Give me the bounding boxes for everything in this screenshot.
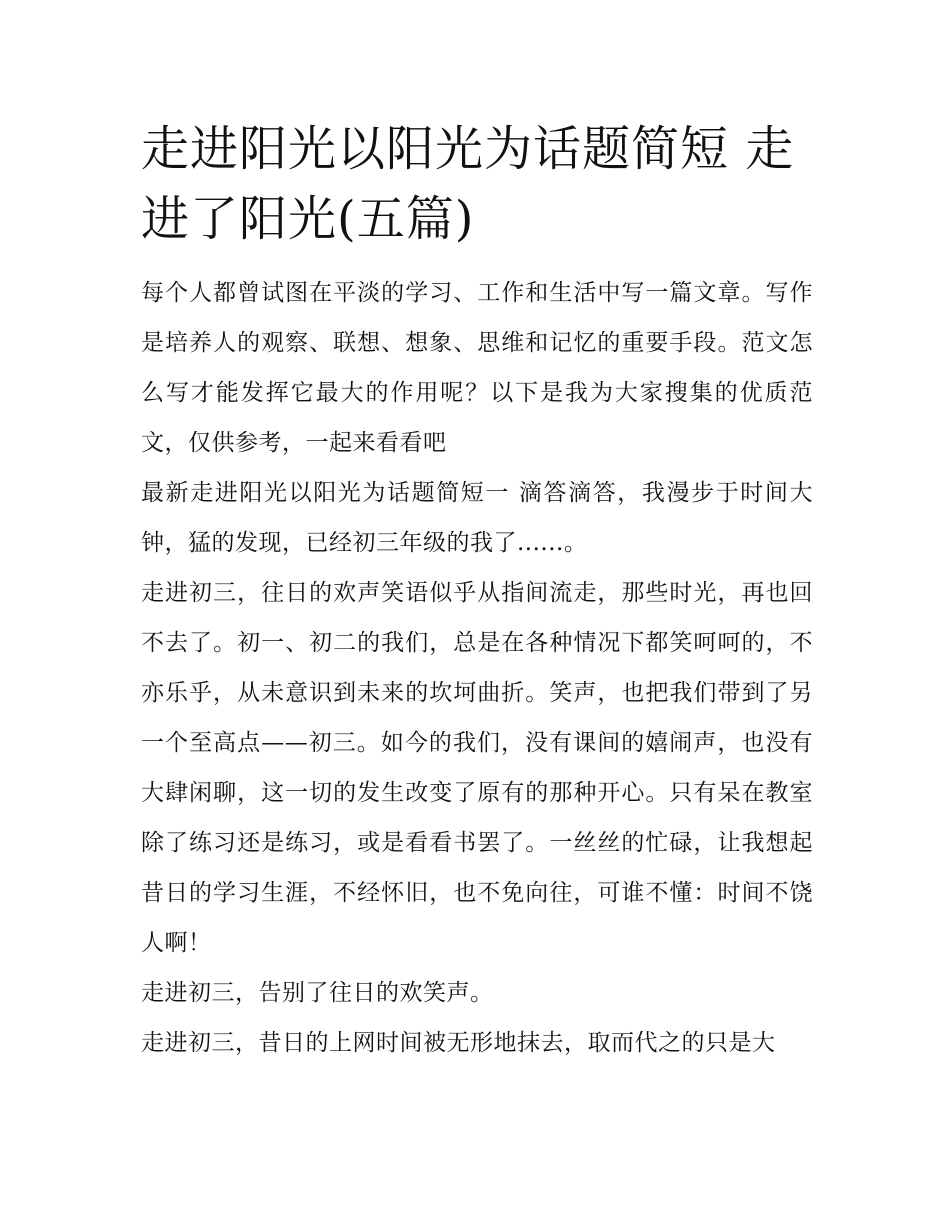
body-paragraph: 走进初三，告别了往日的欢笑声。: [141, 980, 494, 1006]
intro-paragraph: 每个人都曾试图在平淡的学习、工作和生活中写一篇文章。写作是培养人的观察、联想、想象、思维和记忆的重要手段。范文怎么写才能发挥它最大的作用呢？以下是我为大家搜集的优质范文，仅供参考，一起来看看吧: [141, 280, 813, 456]
body-paragraph: 走进初三，往日的欢声笑语似乎从指间流走，那些时光，再也回不去了。初一、初二的我们，总是在各种情况下都笑呵呵的，不亦乐乎，从未意识到未来的坎坷曲折。笑声，也把我们带到了另一个至高点——初三。如今的我们，没有课间的嬉闹声，也没有大肆闲聊，这一切的发生改变了原有的那种开心。只有呆在教室除了练习还是练习，或是看看书罢了。一丝丝的忙碌，让我想起昔日的学习生涯，不经怀旧，也不免向往，可谁不懂：时间不饶人啊！: [141, 580, 813, 956]
body-paragraph: 走进初三，昔日的上网时间被无形地抹去，取而代之的只是大: [141, 1030, 776, 1056]
document-title: 走进阳光以阳光为话题简短 走进了阳光(五篇): [141, 121, 795, 247]
essay-one-opening-paragraph: 最新走进阳光以阳光为话题简短一 滴答滴答，我漫步于时间大钟，猛的发现，已经初三年级的我了......。: [141, 480, 813, 556]
document-body: [141, 114, 813, 1068]
